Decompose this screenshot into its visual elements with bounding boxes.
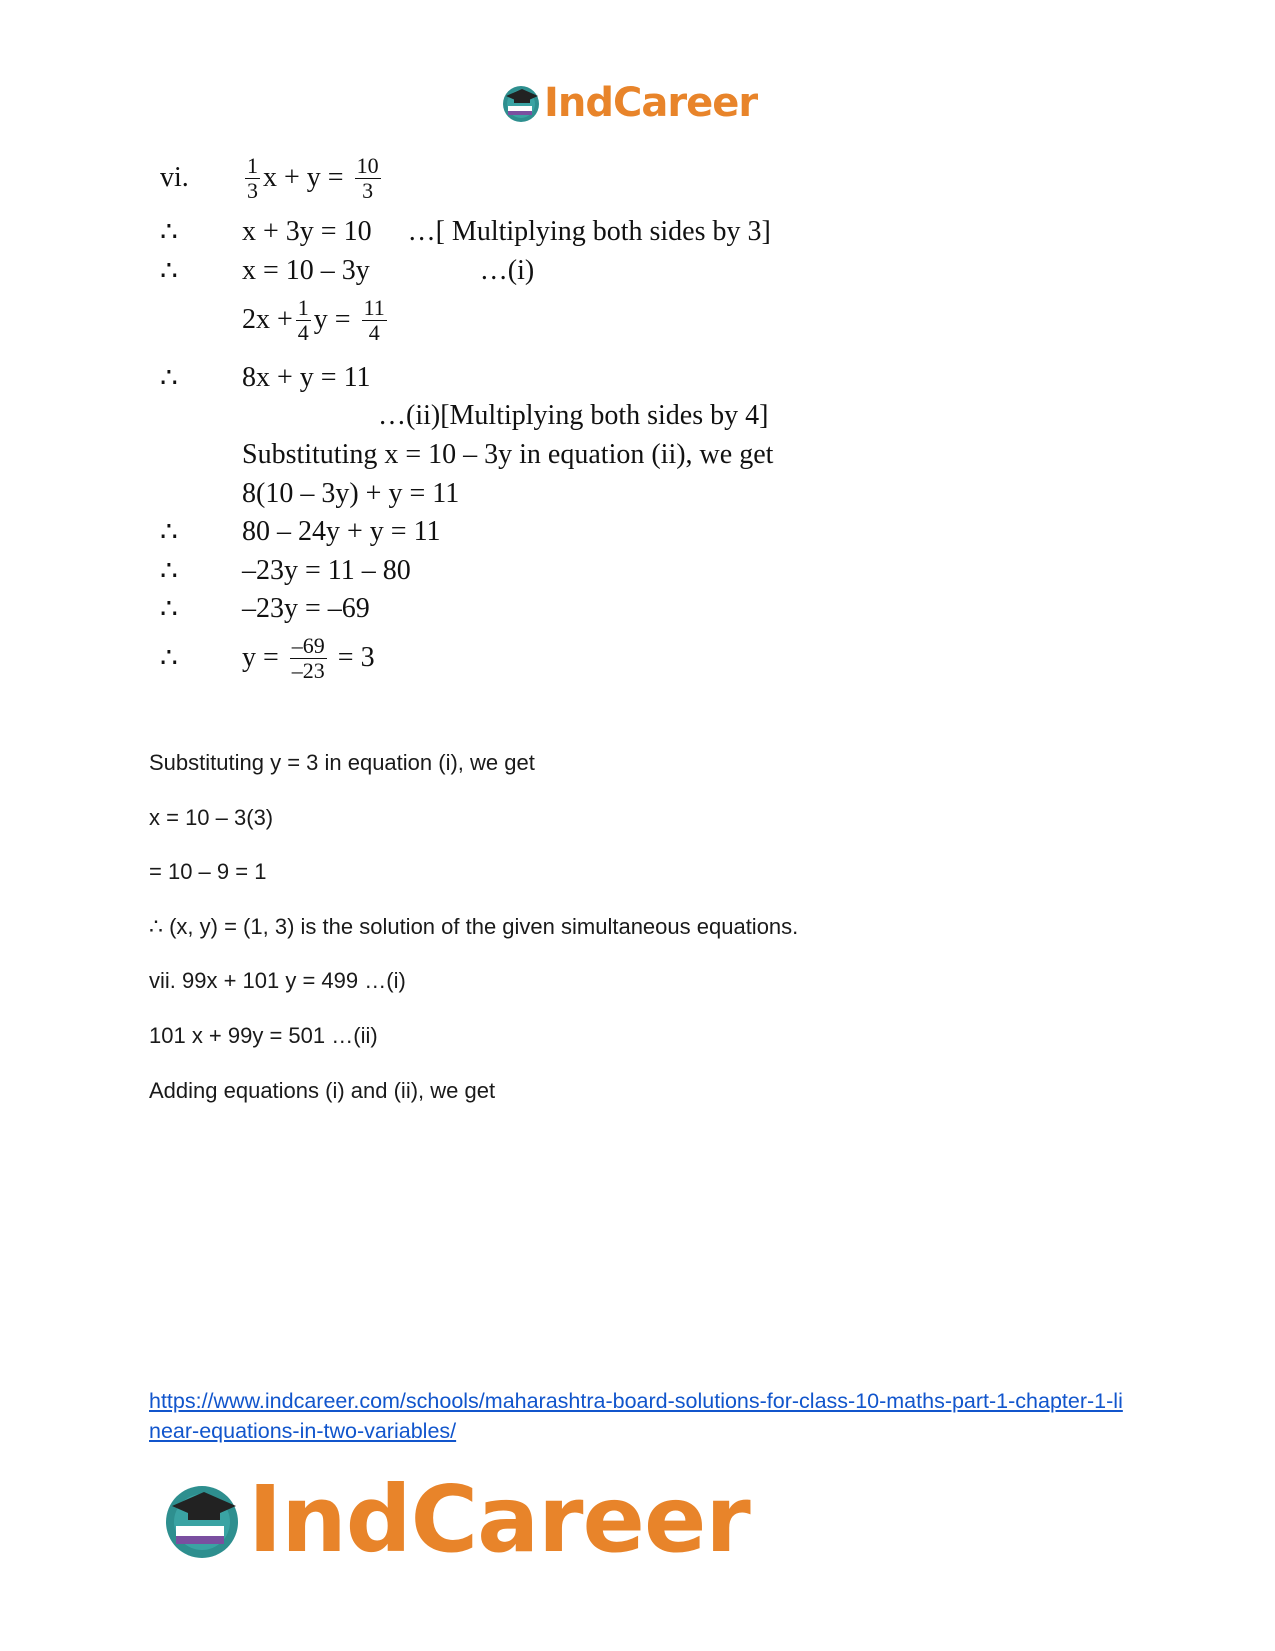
text-line: x = 10 – 3(3) — [149, 805, 274, 830]
equation-text: 2x + — [242, 304, 293, 335]
equation — [242, 478, 459, 510]
text-line: 101 x + 99y = 501 …(ii) — [149, 1023, 378, 1048]
equation-text: y = — [313, 304, 351, 335]
denominator: –23 — [291, 657, 325, 683]
text-line: Substituting y = 3 in equation (i), we get — [149, 750, 535, 775]
equation — [242, 634, 375, 681]
denominator: 4 — [297, 319, 309, 345]
graduation-book-icon — [500, 82, 542, 124]
therefore-symbol: ∴ — [160, 363, 178, 394]
text-line: = 10 – 9 = 1 — [149, 859, 267, 884]
therefore-symbol: ∴ — [160, 256, 178, 287]
indcareer-logo-top — [500, 80, 757, 126]
logo-text: IndCareer — [544, 80, 758, 126]
equation — [242, 154, 384, 201]
fraction — [355, 154, 381, 201]
numerator: 1 — [247, 153, 258, 179]
fraction — [290, 634, 327, 681]
fraction — [245, 154, 260, 201]
equation — [378, 400, 768, 432]
fraction — [362, 296, 387, 343]
numerator: –69 — [291, 633, 325, 659]
equation-text: –23y = 11 – 80 — [242, 555, 411, 586]
indcareer-logo-bottom — [160, 1466, 750, 1573]
equation — [242, 516, 441, 548]
equation-text: = 3 — [337, 642, 375, 673]
equation-text: x = 10 – 3y — [242, 255, 370, 286]
equation-text: 8x + y = 11 — [242, 362, 371, 393]
equation-note: …[ Multiplying both sides by 3] — [407, 216, 771, 247]
equation-text: …(ii)[Multiplying both sides by 4] — [378, 400, 769, 431]
equation-note: …(i) — [479, 255, 535, 286]
equation-text: 80 – 24y + y = 11 — [242, 516, 441, 547]
therefore-symbol: ∴ — [160, 594, 178, 625]
fraction — [296, 296, 311, 343]
logo-text: IndCareer — [248, 1466, 750, 1573]
equation-text: 8(10 – 3y) + y = 11 — [242, 478, 460, 509]
numerator: 10 — [356, 153, 379, 179]
equation — [242, 362, 371, 394]
equation-text: y = — [242, 642, 279, 673]
equation-text: x + y = — [263, 162, 344, 193]
denominator: 3 — [362, 177, 374, 203]
text-line: vii. 99x + 101 y = 499 …(i) — [149, 968, 406, 993]
equation-text: Substituting x = 10 – 3y in equation (ii), we get — [242, 439, 774, 470]
equation — [242, 555, 411, 587]
denominator: 3 — [247, 177, 258, 203]
graduation-book-icon — [160, 1478, 244, 1562]
numerator: 1 — [297, 295, 309, 321]
equation — [242, 296, 390, 343]
equation — [242, 593, 370, 625]
therefore-symbol: ∴ — [160, 517, 178, 548]
text-line: ∴ (x, y) = (1, 3) is the solution of the given simultaneous equations. — [149, 914, 799, 939]
equation-text: x + 3y = 10 — [242, 216, 372, 247]
source-link[interactable]: https://www.indcareer.com/schools/maharashtra-board-solutions-for-class-10-maths-part-1-chapter-1-linear-equations-in-two-variables/ — [149, 1389, 1123, 1443]
roman-label: vi. — [160, 162, 189, 193]
therefore-symbol: ∴ — [160, 643, 178, 674]
therefore-symbol: ∴ — [160, 217, 178, 248]
equation — [242, 255, 534, 287]
numerator: 11 — [363, 295, 385, 321]
text-line: Adding equations (i) and (ii), we get — [149, 1078, 496, 1103]
equation — [242, 216, 771, 248]
equation — [242, 439, 773, 471]
denominator: 4 — [368, 319, 380, 345]
equation-text: –23y = –69 — [242, 593, 370, 624]
therefore-symbol: ∴ — [160, 556, 178, 587]
